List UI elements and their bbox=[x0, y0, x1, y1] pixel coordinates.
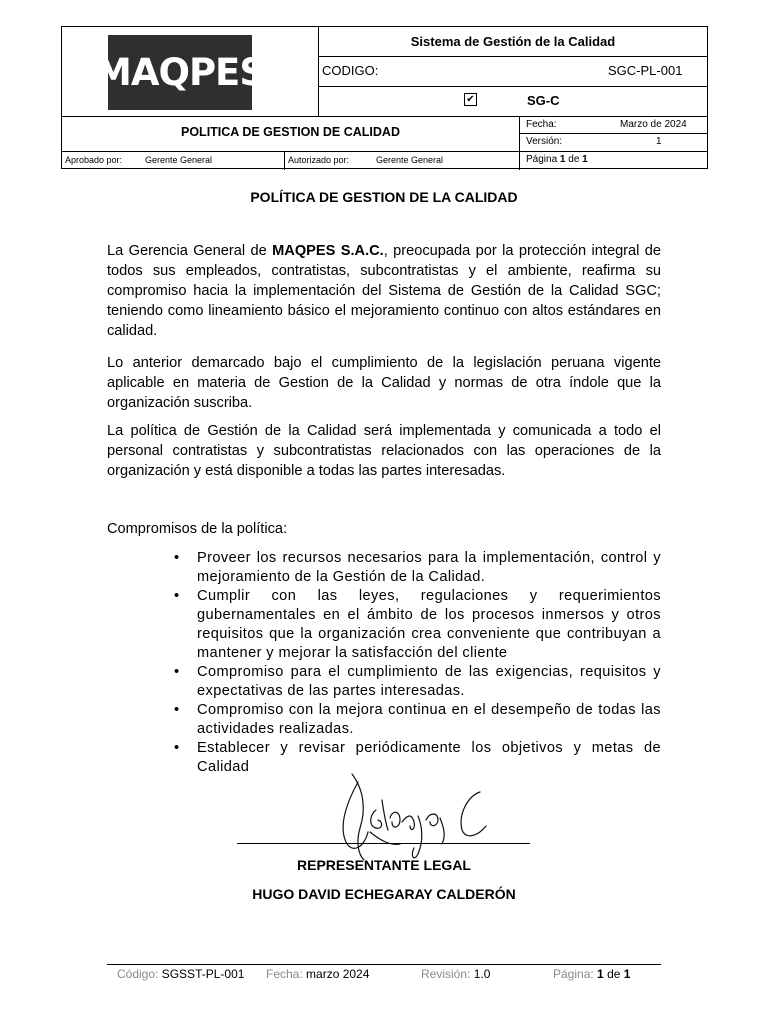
system-title: Sistema de Gestión de la Calidad bbox=[410, 34, 616, 49]
signature-line bbox=[237, 843, 530, 844]
header-divider bbox=[519, 116, 520, 170]
aprobado-label: Aprobado por: bbox=[65, 155, 123, 165]
footer-revision: Revisión: 1.0 bbox=[421, 967, 491, 981]
paragraph-1: La Gerencia General de MAQPES S.A.C., preocupada por la protección integral de todos sus empleados, contratistas, subcontratistas y el ambiente, reafirma su compromiso hacia la implementación del Sistema de Gestión de la Calidad SGC; teniendo como lineamiento básico el mejoramiento continuo con altos estándares en calidad. bbox=[107, 243, 662, 339]
list-item: • Proveer los recursos necesarios para la implementación, control y mejoramiento de la Gestión de la Calidad. bbox=[174, 549, 661, 587]
footer-pagina: Página: 1 de 1 bbox=[553, 967, 631, 981]
signer-role: REPRESENTANTE LEGAL bbox=[297, 857, 471, 873]
header-divider bbox=[284, 151, 285, 170]
fecha-label: Fecha: bbox=[526, 119, 557, 130]
page-indicator: Página 1 de 1 bbox=[526, 154, 588, 165]
policy-title: POLITICA DE GESTION DE CALIDAD bbox=[181, 125, 400, 139]
autorizado-value: Gerente General bbox=[376, 155, 444, 165]
header-divider bbox=[318, 86, 708, 87]
version-label: Versión: bbox=[526, 136, 563, 147]
list-item: • Establecer y revisar periódicamente los objetivos y metas de Calidad bbox=[174, 739, 661, 777]
checkbox-icon: ✔ bbox=[464, 93, 477, 106]
autorizado-label: Autorizado por: bbox=[288, 155, 350, 165]
paragraph-2: Lo anterior demarcado bajo el cumplimiento de la legislación peruana vigente aplicable en materia de Gestion de la Calidad y normas de otra índole que la organización suscriba. bbox=[107, 355, 661, 411]
commitments-heading: Compromisos de la política: bbox=[107, 521, 288, 537]
header-divider bbox=[519, 133, 708, 134]
commitments-list bbox=[174, 549, 661, 777]
header-divider bbox=[62, 116, 708, 117]
aprobado-value: Gerente General bbox=[145, 155, 213, 165]
header-divider bbox=[318, 56, 708, 57]
company-name: MAQPES S.A.C. bbox=[272, 243, 384, 259]
version-value: 1 bbox=[656, 136, 662, 147]
codigo-value: SGC-PL-001 bbox=[608, 63, 683, 78]
footer-divider bbox=[107, 964, 661, 965]
handwritten-signature bbox=[330, 770, 500, 865]
signer-name: HUGO DAVID ECHEGARAY CALDERÓN bbox=[252, 886, 516, 902]
document-header-table bbox=[61, 26, 708, 169]
footer-codigo: Código: SGSST-PL-001 bbox=[117, 967, 245, 981]
fecha-value: Marzo de 2024 bbox=[620, 119, 687, 130]
sgc-label: SG-C bbox=[527, 93, 560, 108]
document-title: POLÍTICA DE GESTION DE LA CALIDAD bbox=[250, 189, 518, 205]
paragraph-3: La política de Gestión de la Calidad será implementada y comunicada a todo el personal contratistas y subcontratistas relacionados con las operaciones de la organización y está disponible a todas las partes interesadas. bbox=[107, 423, 661, 479]
list-item: • Compromiso para el cumplimiento de las exigencias, requisitos y expectativas de las partes interesadas. bbox=[174, 663, 661, 701]
header-divider bbox=[62, 151, 708, 152]
footer-fecha: Fecha: marzo 2024 bbox=[266, 967, 370, 981]
maqpes-logo: MAQPES bbox=[108, 35, 252, 110]
list-item: • Cumplir con las leyes, regulaciones y requerimientos gubernamentales en el ámbito de los procesos inmersos y otros requisitos que la organización crea conveniente que contribuyan a mantener y mejorar la satisfacción del cliente bbox=[174, 587, 661, 663]
list-item: • Compromiso con la mejora continua en el desempeño de todas las actividades realizadas. bbox=[174, 701, 661, 739]
codigo-label: CODIGO: bbox=[322, 63, 379, 78]
